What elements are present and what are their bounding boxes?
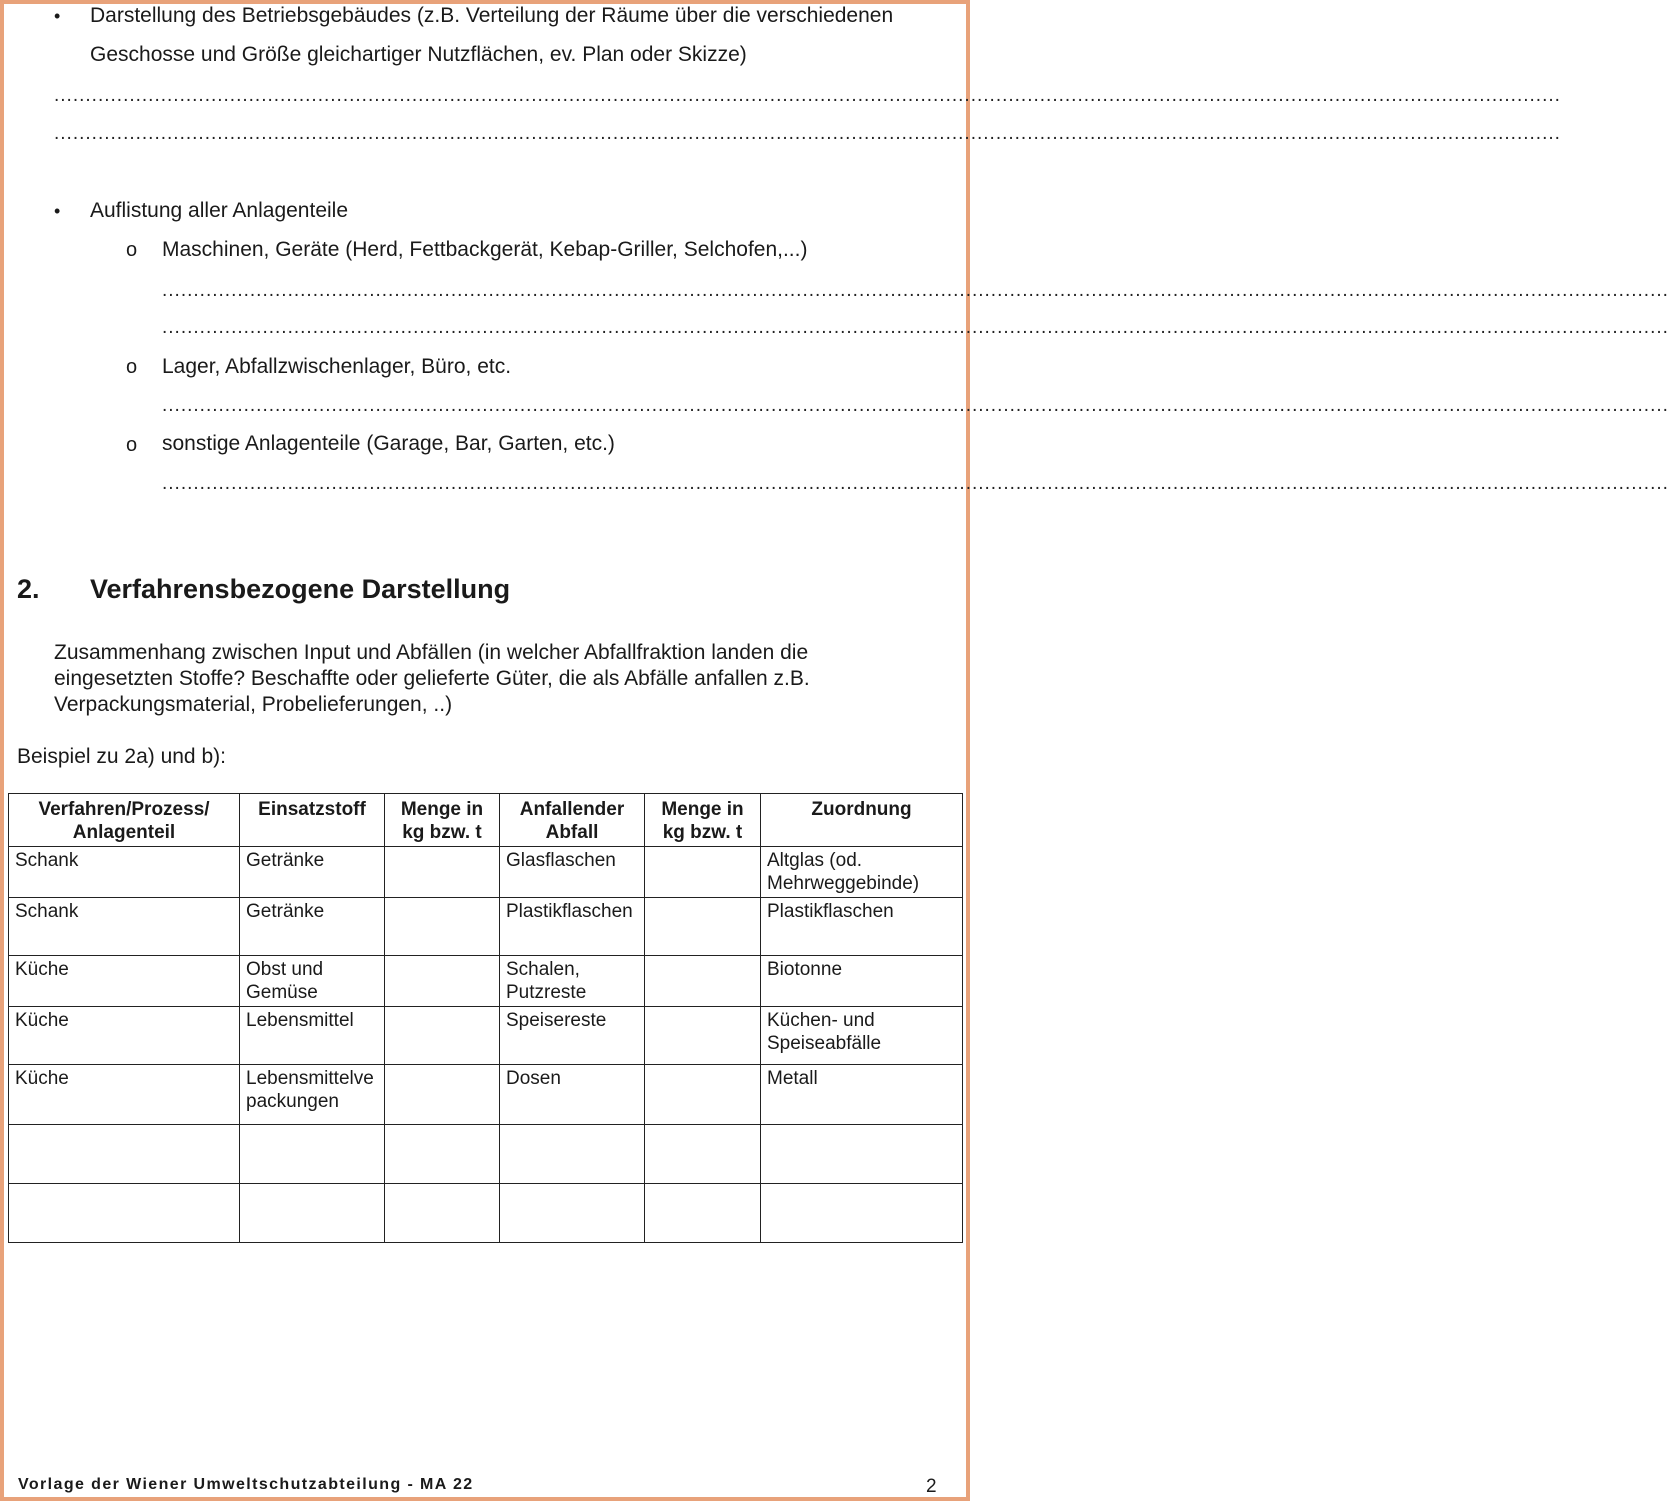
table-row [9,898,963,956]
table-cell[interactable]: Altglas (od. Mehrweggebinde) [761,847,963,898]
footer-text: Vorlage der Wiener Umweltschutzabteilung - MA 22 [18,1476,474,1493]
header-zuordnung: Zuordnung [761,794,963,847]
table-cell[interactable]: Schank [9,847,240,898]
table-cell[interactable]: Küche [9,956,240,1007]
table-row-empty [9,1184,963,1243]
header-verfahren: Verfahren/Prozess/ Anlagenteil [9,794,240,847]
fill-in-line[interactable]: ................................................................................................................................................................................................................................................ [162,395,1669,416]
table-cell[interactable] [645,898,761,956]
table-cell[interactable] [645,1007,761,1065]
table-cell[interactable]: Getränke [240,847,385,898]
table-cell[interactable]: Plastikflaschen [500,898,645,956]
page-number: 2 [926,1476,937,1497]
sub-bullet-marker: o [126,356,138,378]
header-einsatzstoff: Einsatzstoff [240,794,385,847]
header-menge-input: Menge in kg bzw. t [385,794,500,847]
section-paragraph-line2: eingesetzten Stoffe? Beschaffte oder gelieferte Güter, die als Abfälle anfallen z.B. [54,667,810,690]
table-cell[interactable]: Küchen- und Speiseabfälle [761,1007,963,1065]
fill-in-line[interactable]: ................................................................................................................................................................................................................................................ [54,123,1561,144]
table-row [9,847,963,898]
table-cell[interactable] [645,1065,761,1125]
table-cell[interactable]: Lebensmittelve packungen [240,1065,385,1125]
sub-bullet-text: Lager, Abfallzwischenlager, Büro, etc. [162,355,512,378]
table-cell[interactable] [645,847,761,898]
table-cell[interactable]: Schalen, Putzreste [500,956,645,1007]
table-cell[interactable] [385,1007,500,1065]
table-row [9,1007,963,1065]
table-row [9,1065,963,1125]
table-cell[interactable]: Lebensmittel [240,1007,385,1065]
waste-table [8,793,963,1243]
table-header-row [9,794,963,847]
table-cell[interactable]: Speisereste [500,1007,645,1065]
table-cell[interactable] [385,1065,500,1125]
section-paragraph-line3: Verpackungsmaterial, Probelieferungen, ..) [54,693,453,716]
table-cell[interactable] [385,847,500,898]
table-cell[interactable] [385,1184,500,1243]
bullet-text-line2: Geschosse und Größe gleichartiger Nutzflächen, ev. Plan oder Skizze) [90,43,747,66]
section-number: 2. [17,574,40,604]
table-cell[interactable]: Glasflaschen [500,847,645,898]
table-cell[interactable]: Küche [9,1007,240,1065]
table-cell[interactable] [385,898,500,956]
table-cell[interactable]: Obst und Gemüse [240,956,385,1007]
section-title: Verfahrensbezogene Darstellung [90,574,511,604]
sub-bullet-marker: o [126,434,138,456]
bullet-marker: • [54,6,61,26]
table-cell[interactable]: Küche [9,1065,240,1125]
table-cell[interactable] [761,1184,963,1243]
fill-in-line[interactable]: ................................................................................................................................................................................................................................................ [162,280,1669,301]
bullet-text-line1: Darstellung des Betriebsgebäudes (z.B. Verteilung der Räume über die verschiedenen [90,4,894,27]
table-cell[interactable]: Dosen [500,1065,645,1125]
fill-in-line[interactable]: ................................................................................................................................................................................................................................................ [162,473,1669,494]
table-cell[interactable]: Plastikflaschen [761,898,963,956]
section-paragraph-line1: Zusammenhang zwischen Input und Abfällen (in welcher Abfallfraktion landen die [54,641,809,664]
table-cell[interactable]: Getränke [240,898,385,956]
table-cell[interactable]: Schank [9,898,240,956]
example-label: Beispiel zu 2a) und b): [17,745,226,768]
sub-bullet-marker: o [126,239,138,261]
table-cell[interactable] [385,956,500,1007]
bullet-marker: • [54,201,61,221]
table-cell[interactable] [645,1184,761,1243]
table-cell[interactable] [9,1125,240,1184]
header-anfallender-abfall: Anfallender Abfall [500,794,645,847]
fill-in-line[interactable]: ................................................................................................................................................................................................................................................ [162,317,1669,338]
sub-bullet-text: Maschinen, Geräte (Herd, Fettbackgerät, Kebap-Griller, Selchofen,...) [162,238,808,261]
table-cell[interactable] [240,1184,385,1243]
table-row-empty [9,1125,963,1184]
table-cell[interactable] [761,1125,963,1184]
header-menge-abfall: Menge in kg bzw. t [645,794,761,847]
table-cell[interactable] [385,1125,500,1184]
table-cell[interactable] [500,1125,645,1184]
table-cell[interactable] [645,956,761,1007]
table-row [9,956,963,1007]
bullet-text: Auflistung aller Anlagenteile [90,199,349,222]
table-cell[interactable]: Metall [761,1065,963,1125]
table-cell[interactable] [500,1184,645,1243]
sub-bullet-text: sonstige Anlagenteile (Garage, Bar, Garten, etc.) [162,432,615,455]
table-cell[interactable] [645,1125,761,1184]
table-cell[interactable] [240,1125,385,1184]
fill-in-line[interactable]: ................................................................................................................................................................................................................................................ [54,85,1561,106]
table-cell[interactable] [9,1184,240,1243]
table-cell[interactable]: Biotonne [761,956,963,1007]
